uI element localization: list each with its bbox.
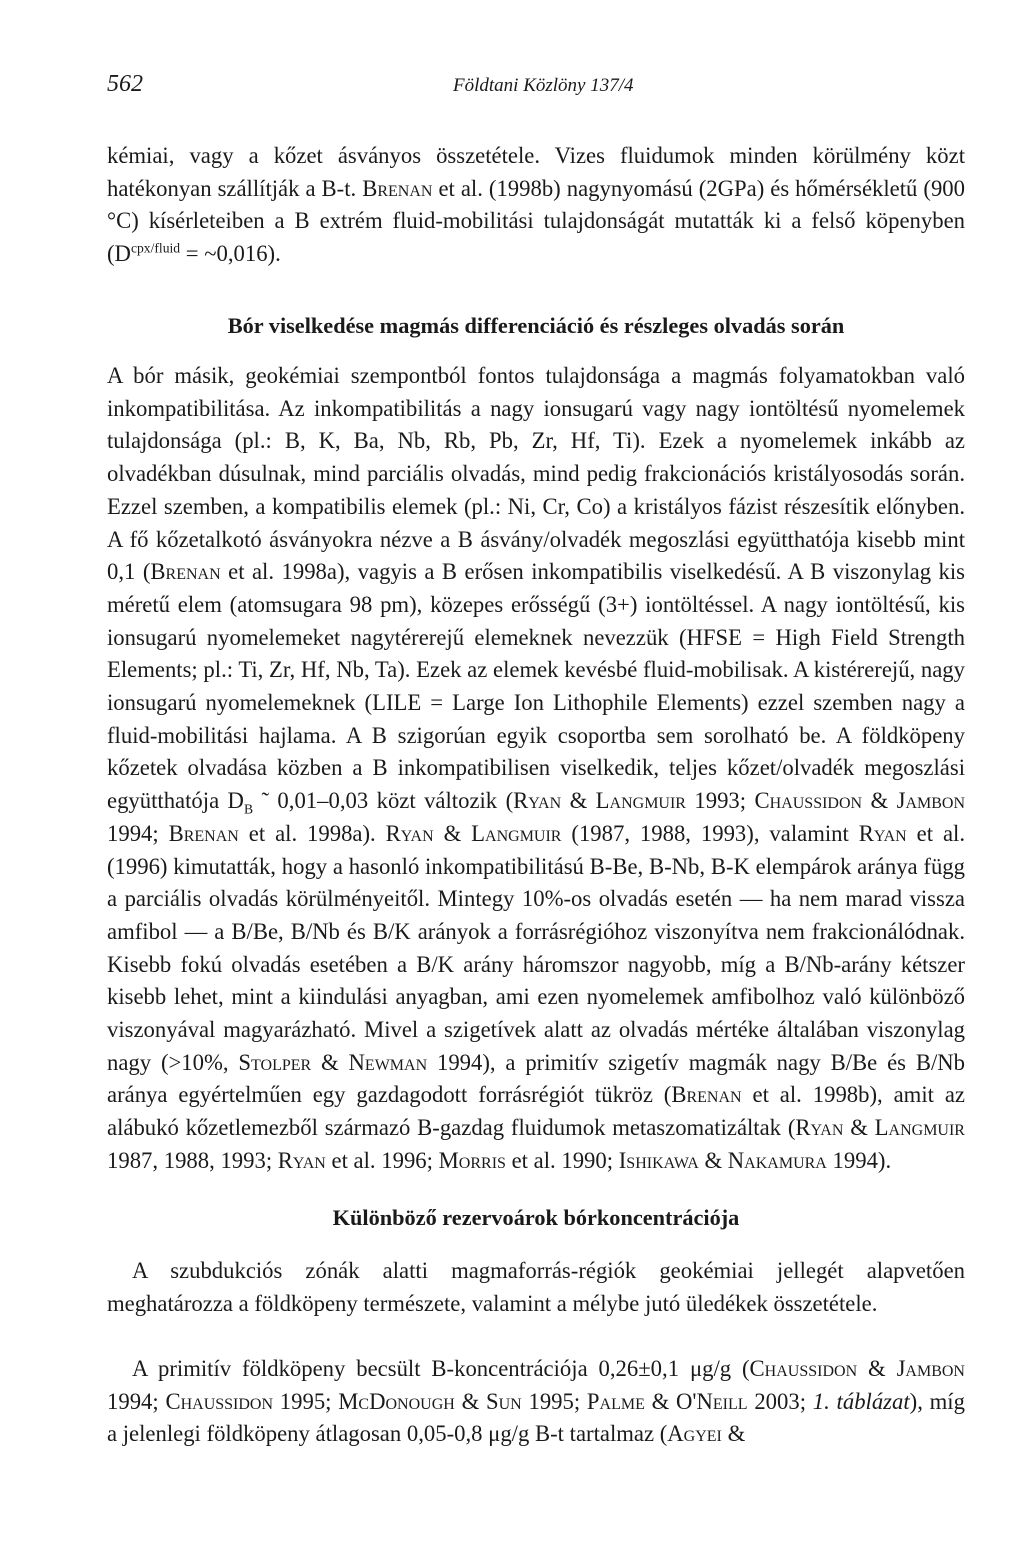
paragraph-incompatibility: A bór másik, geokémiai szempontból fontos tulajdonsága a magmás folyamatokban való inkompatibilitása. Az inkompatibilitás a nagy ionsugarú vagy nagy iontöltésű nyomelemek tulajdonsága (pl.: B, K, Ba, Nb, Rb, Pb, Zr, Hf, Ti). Ezek a nyomelemek inkább az olvadékban dúsulnak, mind parciális olvadás, mind pedig frakcionációs kristályosodás során. Ezzel szemben, a kompatibilis elemek (pl.: Ni, Cr, Co) a kristályos fázist részesítik előnyben. A fő kőzetalkotó ásványokra nézve a B ásvány/olvadék megoszlási együtthatója kisebb mint 0,1 (Brenan et al. 1998a), vagyis a B erősen inkompatibilis viselkedésű. A B viszonylag kis méretű elem (atomsugara 98 pm), közepes erősségű (3+) iontöltéssel. A nagy iontöltésű, kis ionsugarú nyomelemeket nagytérerejű elemeknek nevezzük (HFSE = High Field Strength Elements; pl.: Ti, Zr, Hf, Nb, Ta). Ezek az elemek kevésbé fluid-mobilisak. A kistérerejű, nagy ionsugarú nyomelemeknek (LILE = Large Ion Lithophile Elements) ezzel szemben nagy a fluid-mobilitási hajlama. A B szigorúan egyik csoportba sem sorolható be. A földköpeny kőzetek olvadása közben a B inkompatibilisen viselkedik, teljes kőzet/olvadék megoszlási együtthatója $D_B$ ˜ 0,01–0,03 közt változik (Ryan & Langmuir 1993; Chaussidon & Jambon 1994; Brenan et al. 1998a). Ryan & Langmuir (1987, 1988, 1993), valamint Ryan et al. (1996) kimutatták, hogy a hasonló inkompatibilitású B-Be, B-Nb, B-K elempárok aránya függ a parciális olvadás körülményeitől. Mintegy 10%-os olvadás esetén — ha nem marad vissza amfibol — a B/Be, B/Nb és B/K arányok a forrásrégióhoz viszonyítva nem frakcionálódnak. Kisebb fokú olvadás esetében a B/K arány háromszor nagyobb, míg a B/Nb-arány kétszer kisebb lehet, mint a kiindulási anyagban, ami ezen nyomelemek amfibolhoz való különböző viszonyával magyarázható. Mivel a szigetívek alatt az olvadás mértéke általában viszonylag nagy (>10%, Stolper & Newman 1994), a primitív szigetív magmák nagy B/Be és B/Nb aránya egyértelműen egy gazdagodott forrásrégiót tükröz (Brenan et al. 1998b), amit az alábukó kőzetlemezből származó B-gazdag fluidumok metaszomatizáltak (Ryan & Langmuir 1987, 1988, 1993; Ryan et al. 1996; Morris et al. 1990; Ishikawa & Nakamura 1994). <box>107 363 966 1173</box>
paragraph-primitive-mantle: A primitív földköpeny becsült B-koncentrációja 0,26±0,1 μg/g (Chaussidon & Jambon 1994; Chaussidon 1995; McDonough & Sun 1995; Palme & O'Neill 2003; 1. táblázat), míg a jelenlegi földköpeny átlagosan 0,05-0,8 μg/g B-t tartalmaz (Agyei & <box>107 1356 965 1447</box>
section-heading-boron-behaviour: Bór viselkedése magmás differenciáció és részleges olvadás során <box>227 313 845 338</box>
page-number: 562 <box>107 71 143 97</box>
paragraph-subduction: A szubdukciós zónák alatti magmaforrás-régiók geokémiai jellegét alapvetően meghatározza a földköpeny természete, valamint a mélybe jutó üledékek összetétele. <box>107 1258 965 1316</box>
section-heading-reservoirs: Különböző rezervoárok bórkoncentrációja <box>332 1205 740 1230</box>
paragraph-intro: kémiai, vagy a kőzet ásványos összetétele. Vizes fluidumok minden körülmény közt hatékonyan szállítják a B-t. Brenan et al. (1998b) nagynyomású (2GPa) és hőmérsékletű (900 °C) kísérleteiben a B extrém fluid-mobilitási tulajdonságát mutatták ki a felső köpenyben ($D^{cpx/fluid}$ = ~0,016). <box>107 143 965 267</box>
journal-title: Földtani Közlöny 137/4 <box>453 75 634 96</box>
